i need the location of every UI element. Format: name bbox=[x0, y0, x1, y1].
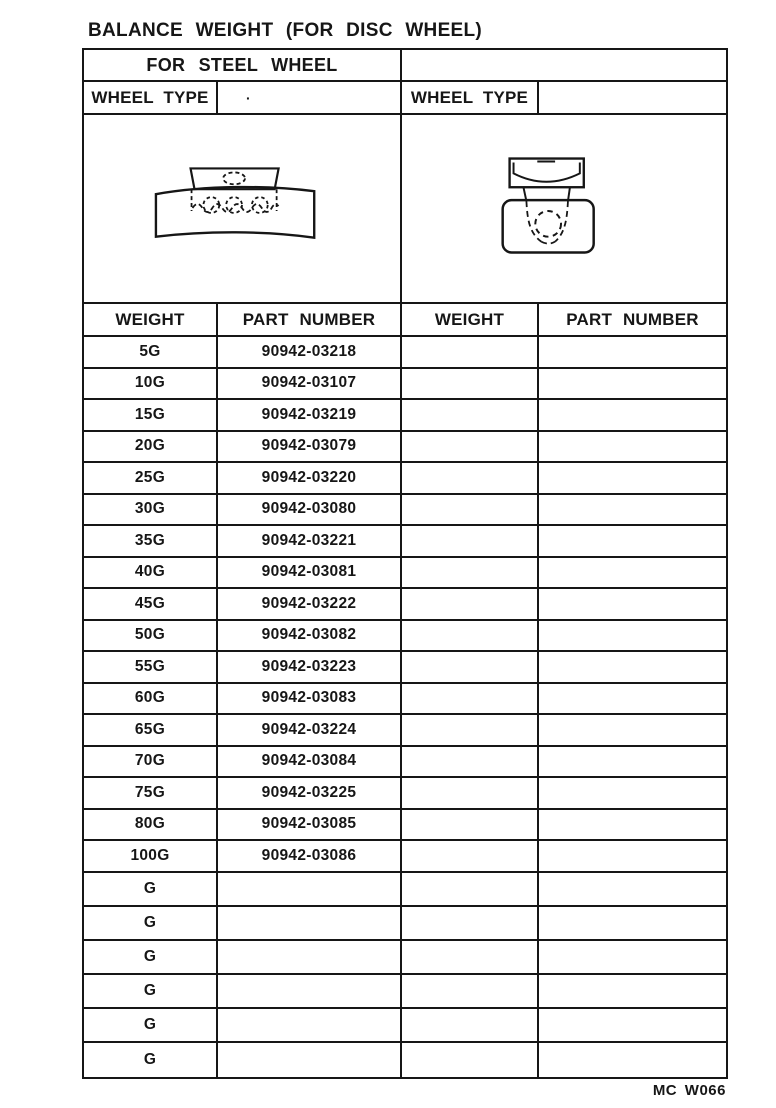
part-number-cell-right bbox=[539, 1043, 726, 1077]
weight-cell-right bbox=[402, 873, 539, 907]
part-number-cell-right bbox=[539, 526, 726, 558]
weight-cell-right bbox=[402, 432, 539, 464]
table-row bbox=[84, 907, 726, 941]
wheel-type-label-right: WHEEL TYPE bbox=[402, 82, 539, 115]
part-number-cell-right bbox=[539, 941, 726, 975]
weight-cell-right bbox=[402, 747, 539, 779]
part-number-cell-left: 90942-03081 bbox=[218, 558, 402, 590]
part-number-cell-left: 90942-03223 bbox=[218, 652, 402, 684]
part-number-cell-left: 90942-03086 bbox=[218, 841, 402, 873]
part-number-cell-right bbox=[539, 432, 726, 464]
part-number-cell-right bbox=[539, 975, 726, 1009]
weight-cell-left: G bbox=[84, 1009, 218, 1043]
disc-wheel-diagram-cell bbox=[402, 115, 726, 304]
balance-weight-table bbox=[82, 48, 728, 1079]
table-row bbox=[84, 652, 726, 684]
part-number-cell-left: 90942-03224 bbox=[218, 715, 402, 747]
weight-cell-left: 20G bbox=[84, 432, 218, 464]
table-row bbox=[84, 715, 726, 747]
table-row bbox=[84, 526, 726, 558]
weight-cell-left: 30G bbox=[84, 495, 218, 527]
weight-cell-left: G bbox=[84, 941, 218, 975]
weight-cell-left: 55G bbox=[84, 652, 218, 684]
weight-cell-left: 40G bbox=[84, 558, 218, 590]
weight-cell-right bbox=[402, 621, 539, 653]
part-number-cell-left bbox=[218, 941, 402, 975]
part-number-cell-left: 90942-03082 bbox=[218, 621, 402, 653]
part-number-cell-right bbox=[539, 463, 726, 495]
part-number-cell-right bbox=[539, 684, 726, 716]
part-number-cell-left: 90942-03221 bbox=[218, 526, 402, 558]
table-row bbox=[84, 975, 726, 1009]
part-number-cell-right bbox=[539, 621, 726, 653]
table-row bbox=[84, 778, 726, 810]
table-row bbox=[84, 369, 726, 401]
right-section-header bbox=[402, 50, 726, 82]
weight-cell-right bbox=[402, 652, 539, 684]
table-row bbox=[84, 337, 726, 369]
part-number-cell-left bbox=[218, 1009, 402, 1043]
weight-cell-right bbox=[402, 558, 539, 590]
part-number-cell-right bbox=[539, 715, 726, 747]
part-number-cell-right bbox=[539, 495, 726, 527]
part-number-cell-left: 90942-03083 bbox=[218, 684, 402, 716]
part-number-cell-right bbox=[539, 778, 726, 810]
part-number-cell-left: 90942-03220 bbox=[218, 463, 402, 495]
weight-cell-left: G bbox=[84, 907, 218, 941]
weight-cell-right bbox=[402, 907, 539, 941]
table-row bbox=[84, 747, 726, 779]
weight-cell-left: 75G bbox=[84, 778, 218, 810]
part-number-cell-right bbox=[539, 810, 726, 842]
wheel-type-label-left: WHEEL TYPE bbox=[84, 82, 218, 115]
table-row bbox=[84, 495, 726, 527]
weight-cell-left: G bbox=[84, 873, 218, 907]
part-number-cell-right bbox=[539, 652, 726, 684]
part-number-cell-right bbox=[539, 1009, 726, 1043]
table-body bbox=[84, 337, 726, 1077]
weight-cell-left: 25G bbox=[84, 463, 218, 495]
weight-cell-right bbox=[402, 369, 539, 401]
wheel-type-value-left: · bbox=[218, 82, 402, 115]
table-row bbox=[84, 684, 726, 716]
weight-cell-right bbox=[402, 526, 539, 558]
table-row bbox=[84, 589, 726, 621]
curved-clip-on-balance-weight-icon bbox=[84, 116, 400, 301]
table-row bbox=[84, 621, 726, 653]
part-number-cell-left: 90942-03218 bbox=[218, 337, 402, 369]
part-number-cell-right bbox=[539, 369, 726, 401]
weight-cell-left: 80G bbox=[84, 810, 218, 842]
table-row bbox=[84, 841, 726, 873]
square-clip-on-balance-weight-icon bbox=[403, 116, 725, 301]
part-number-cell-left: 90942-03084 bbox=[218, 747, 402, 779]
weight-cell-left: 10G bbox=[84, 369, 218, 401]
diagram-row bbox=[84, 115, 726, 304]
weight-cell-right bbox=[402, 715, 539, 747]
part-number-column-header-left: PART NUMBER bbox=[218, 304, 402, 337]
part-number-cell-right bbox=[539, 873, 726, 907]
weight-cell-right bbox=[402, 975, 539, 1009]
part-number-column-header-right: PART NUMBER bbox=[539, 304, 726, 337]
weight-column-header-right: WEIGHT bbox=[402, 304, 539, 337]
weight-cell-right bbox=[402, 778, 539, 810]
weight-cell-right bbox=[402, 400, 539, 432]
part-number-cell-right bbox=[539, 589, 726, 621]
weight-cell-left: 50G bbox=[84, 621, 218, 653]
column-header-row bbox=[84, 304, 726, 337]
weight-cell-right bbox=[402, 463, 539, 495]
table-row bbox=[84, 463, 726, 495]
part-number-cell-right bbox=[539, 907, 726, 941]
part-number-cell-left: 90942-03080 bbox=[218, 495, 402, 527]
part-number-cell-right bbox=[539, 841, 726, 873]
steel-wheel-diagram-cell bbox=[84, 115, 402, 304]
weight-cell-left: 35G bbox=[84, 526, 218, 558]
table-row bbox=[84, 400, 726, 432]
weight-cell-left: G bbox=[84, 975, 218, 1009]
part-number-cell-left bbox=[218, 873, 402, 907]
figure-code: MC W066 bbox=[652, 1082, 726, 1099]
part-number-cell-right bbox=[539, 400, 726, 432]
part-number-cell-right bbox=[539, 747, 726, 779]
table-row bbox=[84, 941, 726, 975]
weight-cell-left: 70G bbox=[84, 747, 218, 779]
weight-cell-right bbox=[402, 1009, 539, 1043]
part-number-cell-right bbox=[539, 558, 726, 590]
table-row bbox=[84, 1009, 726, 1043]
weight-cell-right bbox=[402, 495, 539, 527]
weight-column-header-left: WEIGHT bbox=[84, 304, 218, 337]
weight-cell-right bbox=[402, 810, 539, 842]
part-number-cell-right bbox=[539, 337, 726, 369]
weight-cell-right bbox=[402, 589, 539, 621]
part-number-cell-left: 90942-03107 bbox=[218, 369, 402, 401]
part-number-cell-left: 90942-03225 bbox=[218, 778, 402, 810]
table-row bbox=[84, 432, 726, 464]
part-number-cell-left bbox=[218, 907, 402, 941]
part-number-cell-left: 90942-03079 bbox=[218, 432, 402, 464]
weight-cell-left: G bbox=[84, 1043, 218, 1077]
table-row bbox=[84, 873, 726, 907]
weight-cell-right bbox=[402, 337, 539, 369]
wheel-type-value-right bbox=[539, 82, 726, 115]
weight-cell-right bbox=[402, 841, 539, 873]
weight-cell-left: 65G bbox=[84, 715, 218, 747]
weight-cell-left: 15G bbox=[84, 400, 218, 432]
part-number-cell-left: 90942-03219 bbox=[218, 400, 402, 432]
page-title: BALANCE WEIGHT (FOR DISC WHEEL) bbox=[88, 20, 483, 41]
table-row bbox=[84, 558, 726, 590]
table-row bbox=[84, 1043, 726, 1077]
part-number-cell-left bbox=[218, 1043, 402, 1077]
weight-cell-left: 60G bbox=[84, 684, 218, 716]
weight-cell-left: 100G bbox=[84, 841, 218, 873]
steel-wheel-section-header: FOR STEEL WHEEL bbox=[84, 50, 402, 82]
weight-cell-left: 45G bbox=[84, 589, 218, 621]
weight-cell-left: 5G bbox=[84, 337, 218, 369]
part-number-cell-left bbox=[218, 975, 402, 1009]
part-number-cell-left: 90942-03222 bbox=[218, 589, 402, 621]
weight-cell-right bbox=[402, 684, 539, 716]
weight-cell-right bbox=[402, 941, 539, 975]
weight-cell-right bbox=[402, 1043, 539, 1077]
table-row bbox=[84, 810, 726, 842]
wheel-type-row bbox=[84, 82, 726, 115]
part-number-cell-left: 90942-03085 bbox=[218, 810, 402, 842]
section-header-row bbox=[84, 50, 726, 82]
